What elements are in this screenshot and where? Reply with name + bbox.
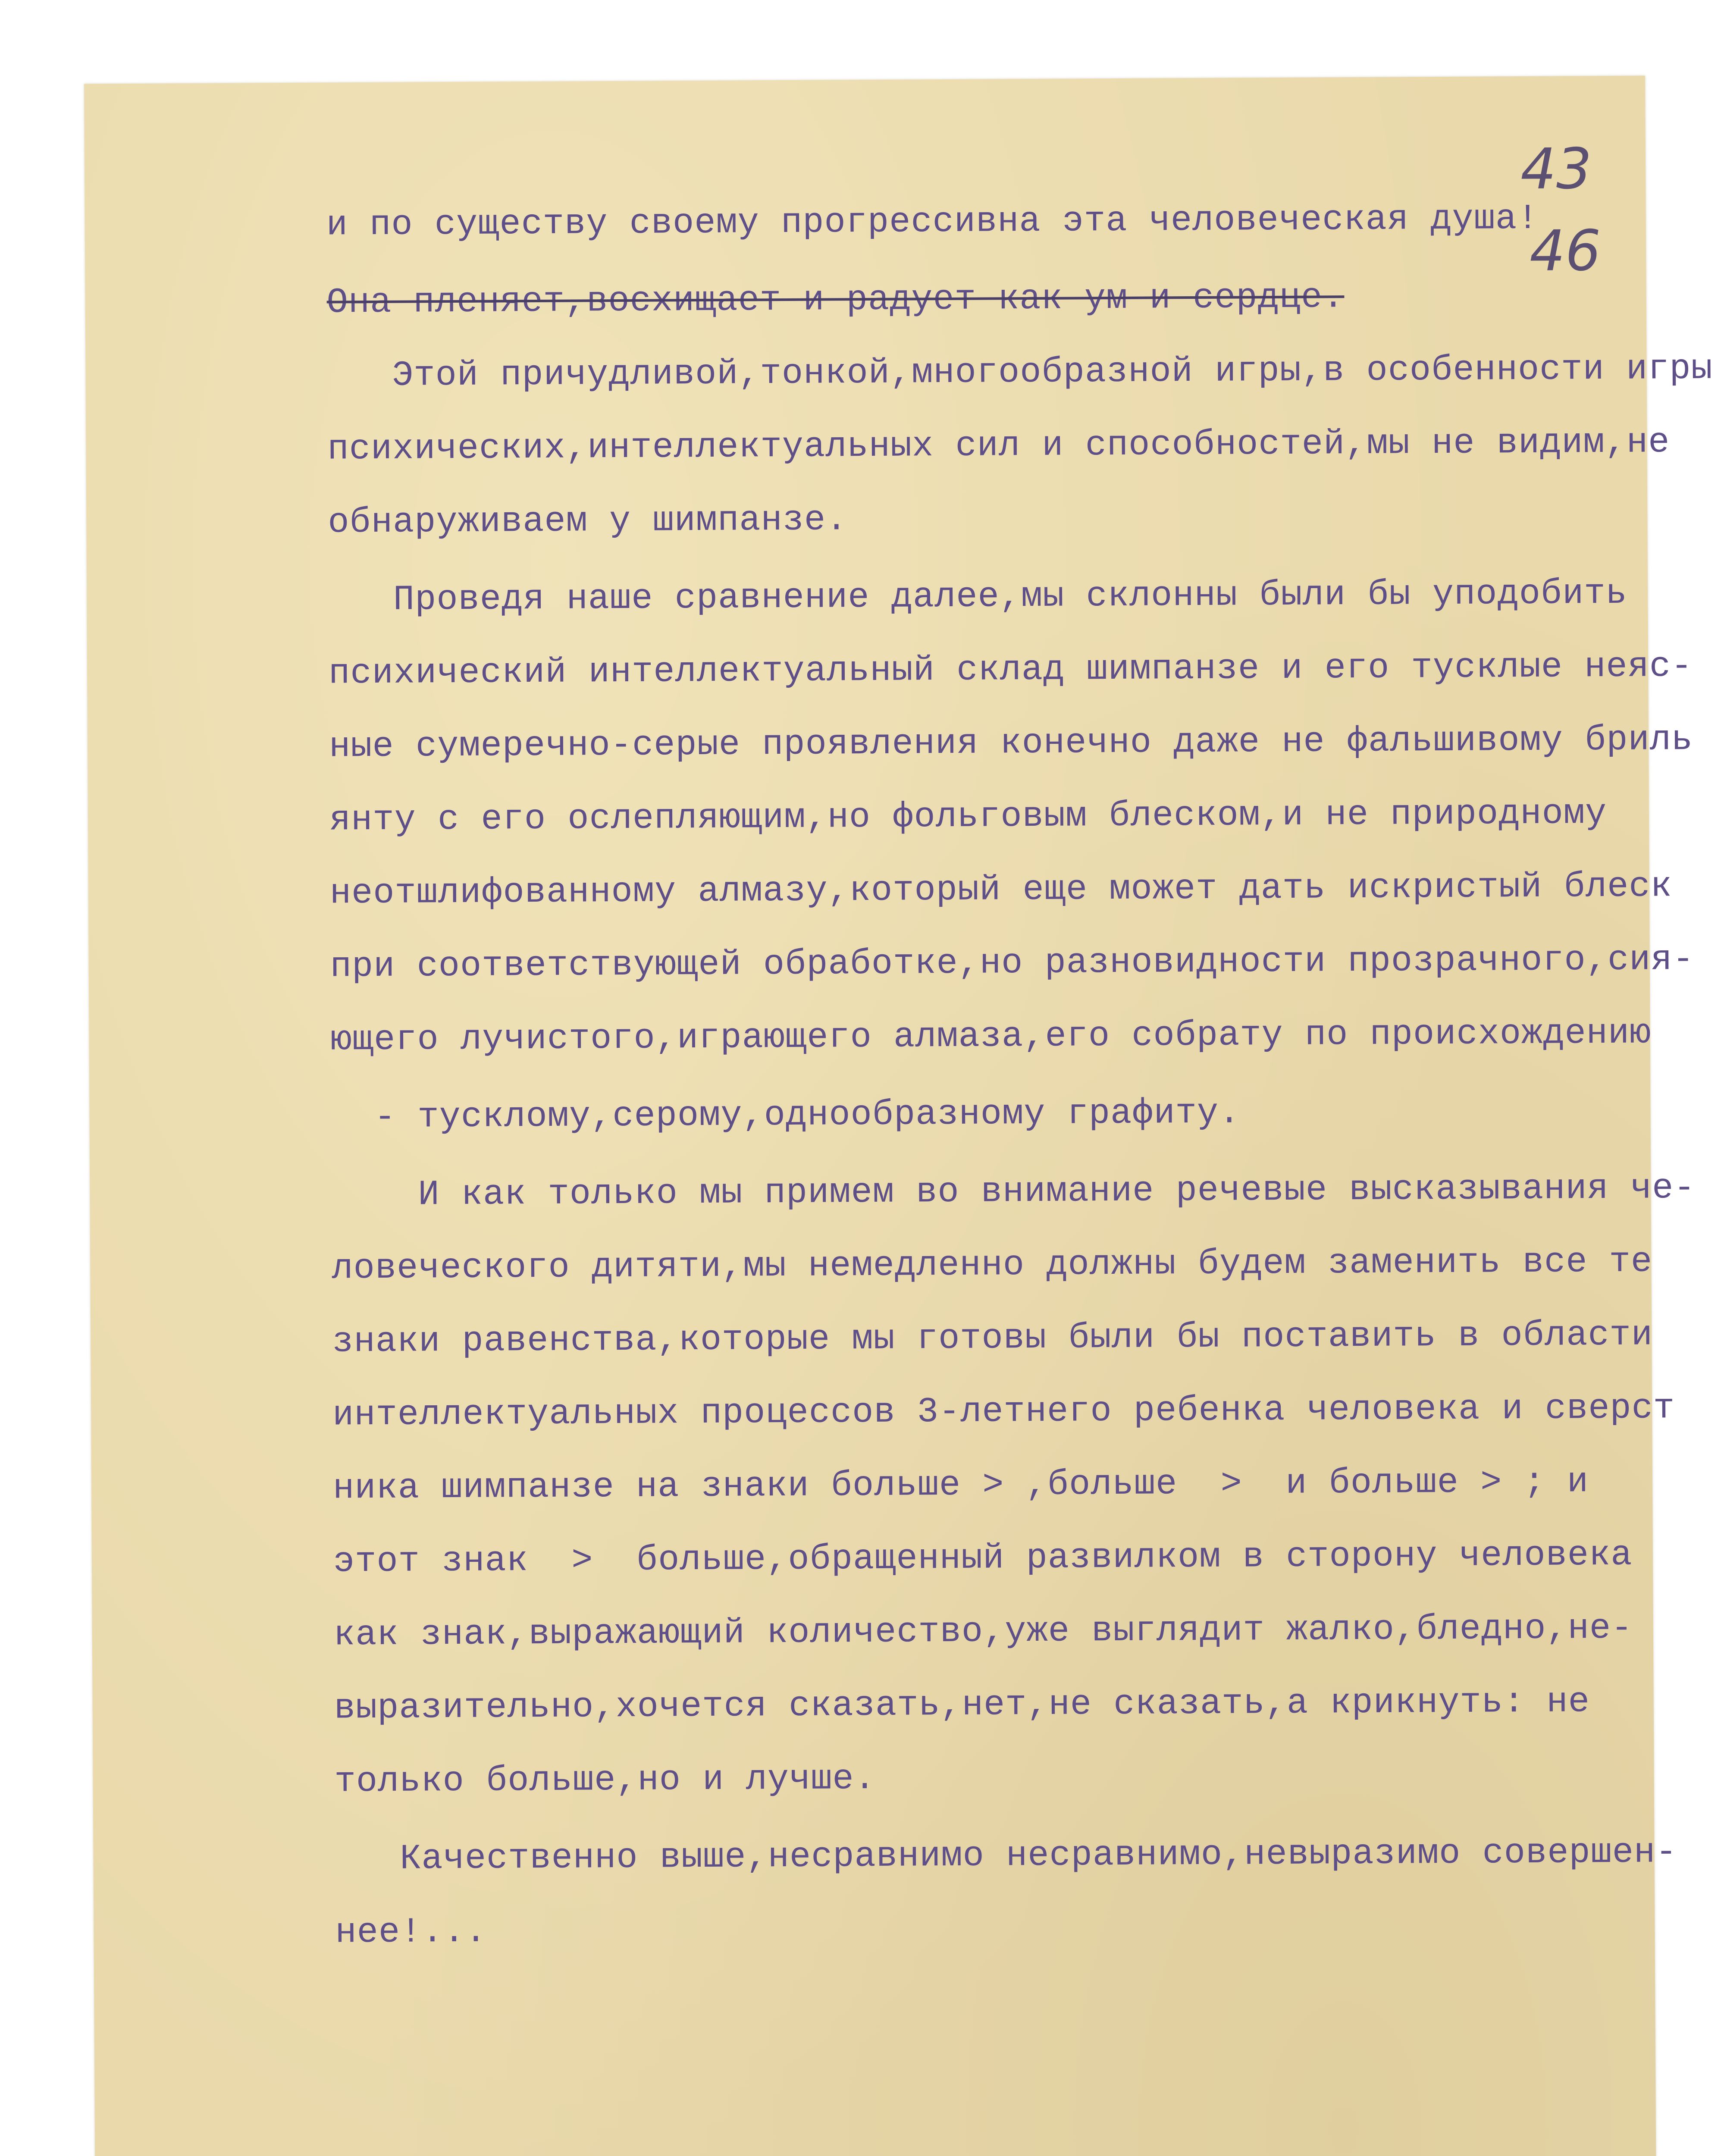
text-line: только больше,но и лучше. bbox=[334, 1758, 876, 1802]
text-line: янту с его ослепляющим,но фольговым блеском,и не природному bbox=[329, 793, 1607, 840]
text-line: И как только мы примем во внимание речевые высказывания че- bbox=[331, 1168, 1696, 1216]
folio-number-top: 43 bbox=[1520, 136, 1592, 202]
text-line: Проведя наше сравнение далее,мы склонны были бы уподобить bbox=[328, 573, 1627, 620]
typed-text-block bbox=[84, 76, 1713, 1953]
text-line: знаки равенства,которые мы готовы были бы поставить в области bbox=[332, 1315, 1653, 1362]
text-line: психических,интеллектуальных сил и способностей,мы не видим,не bbox=[327, 422, 1670, 470]
text-line: выразительно,хочется сказать,нет,не сказать,а крикнуть: не bbox=[334, 1682, 1590, 1729]
text-line: и по существу своему прогрессивна эта человеческая душа! bbox=[326, 198, 1539, 245]
text-line: ника шимпанзе на знаки больше > ,больше > и больше > ; и bbox=[332, 1462, 1589, 1509]
text-line: Этой причудливой,тонкой,многообразной игры,в особенности игры bbox=[327, 348, 1713, 396]
struck-text-line: Она пленяет,восхищает и радует как ум и сердце. bbox=[326, 277, 1345, 323]
folio-number-bottom: 46 bbox=[1529, 218, 1601, 284]
text-line: ловеческого дитяти,мы немедленно должны будем заменить все те bbox=[332, 1241, 1653, 1289]
text-line: этот знак > больше,обращенный развилком в сторону человека bbox=[333, 1535, 1633, 1582]
document-page bbox=[84, 76, 1713, 2156]
text-line: обнаруживаем у шимпанзе. bbox=[328, 500, 848, 543]
text-line: - тусклому,серому,однообразному графиту. bbox=[331, 1093, 1241, 1138]
text-line: психический интеллектуальный склад шимпанзе и его тусклые неяс- bbox=[328, 646, 1693, 694]
text-line: ные сумеречно-серые проявления конечно даже не фальшивому бриль bbox=[329, 719, 1693, 767]
text-line: неотшлифованному алмазу,который еще может дать искристый блеск bbox=[329, 866, 1672, 914]
text-line: ющего лучистого,играющего алмаза,его собрату по происхождению bbox=[330, 1013, 1652, 1060]
text-line: Качественно выше,несравнимо несравнимо,невыразимо совершен- bbox=[335, 1832, 1677, 1880]
text-line: при соответствующей обработке,но разновидности прозрачного,сия- bbox=[330, 939, 1695, 987]
text-line: интеллектуальных процессов 3-летнего ребенка человека и сверст bbox=[332, 1388, 1675, 1435]
text-line: нее!... bbox=[335, 1912, 487, 1953]
text-line: как знак,выражающий количество,уже выглядит жалко,бледно,не- bbox=[333, 1608, 1633, 1655]
